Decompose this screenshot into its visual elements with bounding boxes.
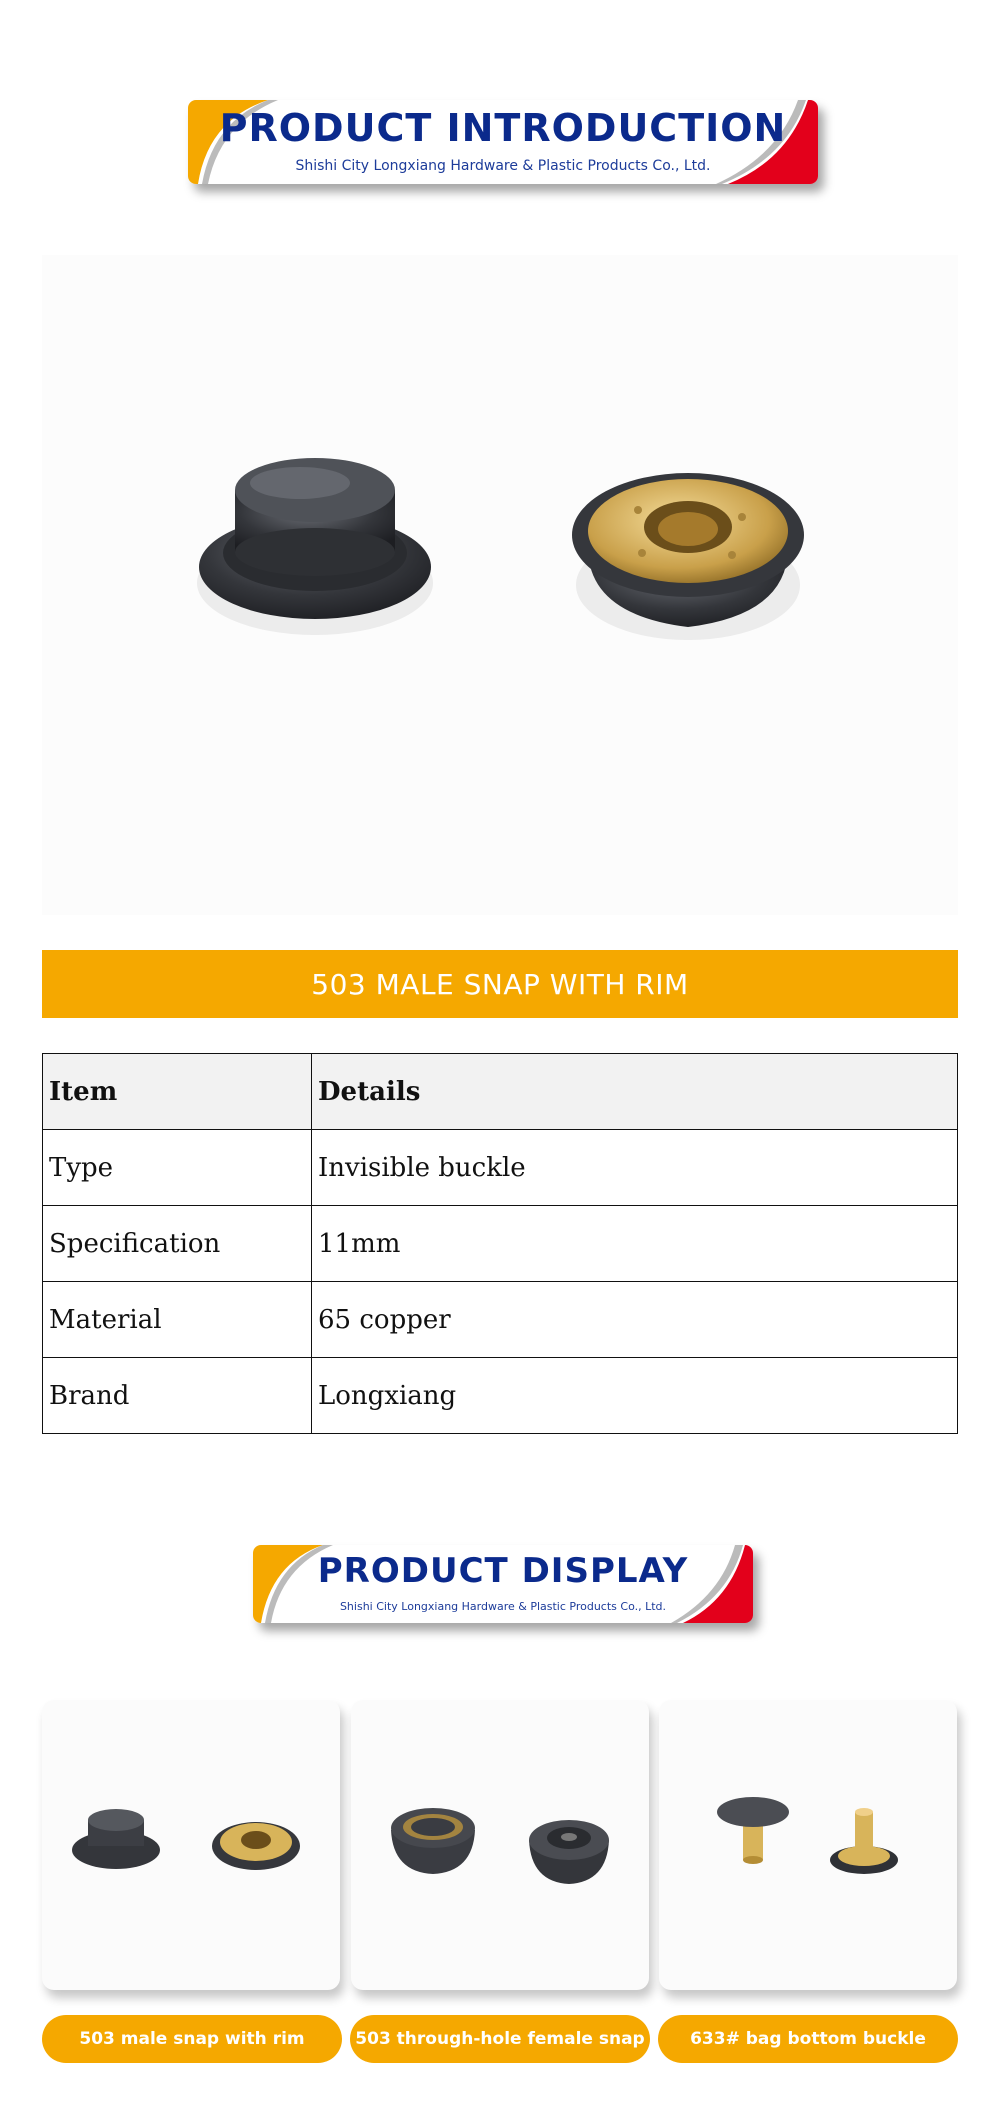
table-row: [43, 1206, 958, 1282]
specification-table: [42, 1053, 958, 1434]
table-row: [43, 1358, 958, 1434]
table-row: [43, 1282, 958, 1358]
gallery-card-male-snap[interactable]: [42, 1700, 340, 1990]
table-cell-item: Material: [43, 1282, 312, 1358]
product-display-banner: [253, 1545, 753, 1623]
table-header-item: Item: [43, 1054, 312, 1130]
product-introduction-banner: [188, 100, 818, 184]
snap-pair-illustration-icon: [42, 255, 958, 915]
banner-subtitle: Shishi City Longxiang Hardware & Plastic Products Co., Ltd.: [295, 158, 711, 174]
table-cell-details: 65 copper: [312, 1282, 958, 1358]
table-cell-item: Type: [43, 1130, 312, 1206]
table-header-row: [43, 1054, 958, 1130]
banner-title: PRODUCT INTRODUCTION: [219, 106, 787, 150]
banner-title: PRODUCT DISPLAY: [317, 1551, 689, 1591]
table-cell-item: Brand: [43, 1358, 312, 1434]
table-cell-details: Invisible buckle: [312, 1130, 958, 1206]
table-cell-details: Longxiang: [312, 1358, 958, 1434]
gallery-label-female-snap[interactable]: 503 through-hole female snap: [350, 2015, 650, 2063]
gallery-label-bag-buckle[interactable]: 633# bag bottom buckle: [658, 2015, 958, 2063]
product-hero-image: [42, 255, 958, 915]
gallery-card-bag-buckle[interactable]: [659, 1700, 957, 1990]
gallery-card-female-snap[interactable]: [351, 1700, 649, 1990]
table-cell-item: Specification: [43, 1206, 312, 1282]
bag-bottom-buckle-icon: [659, 1700, 957, 1990]
female-snap-pair-icon: [351, 1700, 649, 1990]
table-cell-details: 11mm: [312, 1206, 958, 1282]
male-snap-pair-icon: [42, 1700, 340, 1990]
product-name-heading: 503 MALE SNAP WITH RIM: [42, 950, 958, 1018]
table-row: [43, 1130, 958, 1206]
table-header-details: Details: [312, 1054, 958, 1130]
banner-subtitle: Shishi City Longxiang Hardware & Plastic Products Co., Ltd.: [339, 1600, 667, 1613]
gallery-label-male-snap[interactable]: 503 male snap with rim: [42, 2015, 342, 2063]
